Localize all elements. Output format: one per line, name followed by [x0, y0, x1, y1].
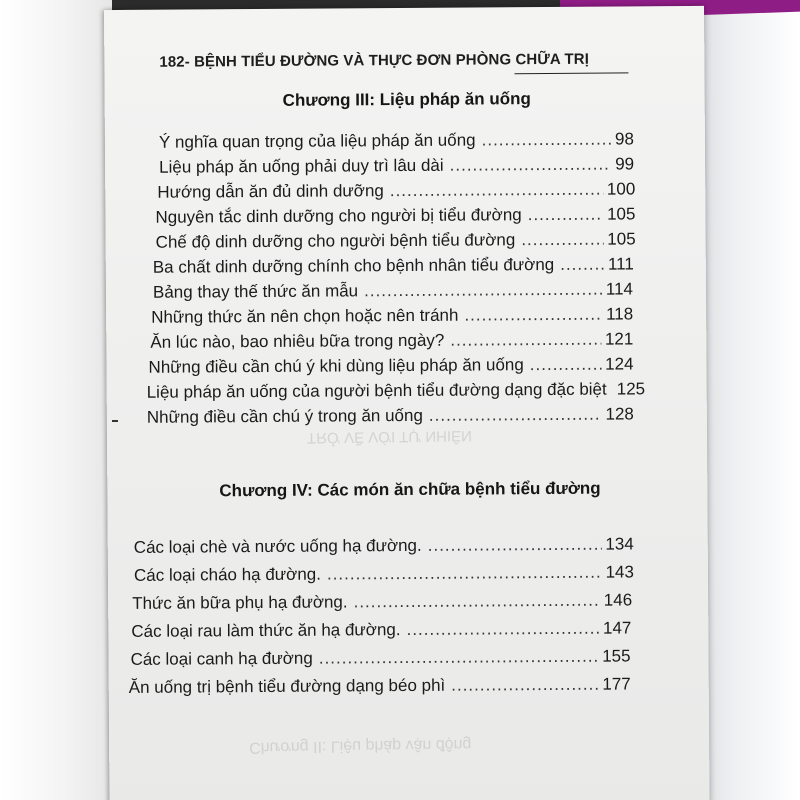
toc-entry-title: Hướng dẫn ăn đủ dinh dưỡng — [157, 181, 384, 202]
toc-entry — [129, 674, 631, 698]
toc-entry — [159, 154, 634, 177]
toc-entry — [132, 590, 632, 613]
running-header: 182- BỆNH TIỂU ĐƯỜNG VÀ THỰC ĐƠN PHÒNG CHỮA TRỊ — [159, 50, 590, 71]
toc-page-number: 105 — [607, 204, 636, 224]
toc-entry — [157, 179, 635, 202]
toc-entry — [147, 404, 634, 427]
toc-entry-title: Nguyên tắc dinh dưỡng cho người bị tiểu đường — [155, 205, 522, 227]
toc-entry — [153, 279, 633, 302]
toc-entry — [155, 204, 635, 227]
show-through-text: TRỞ VỀ VỚI TỰ NHIÊN — [306, 426, 473, 447]
toc-entry-title: Các loại cháo hạ đường. — [133, 564, 322, 585]
toc-page-number: 98 — [614, 129, 634, 149]
toc-page-number: 143 — [605, 562, 635, 582]
toc-entry-title: Thức ăn bữa phụ hạ đường. — [132, 592, 348, 613]
toc-entry — [159, 129, 634, 152]
toc-page-number: 105 — [607, 229, 636, 249]
header-rule — [514, 72, 628, 74]
book-page — [104, 6, 710, 800]
toc-page-number: 125 — [616, 379, 646, 399]
toc-entry-title: Ba chất dinh dưỡng chính cho bệnh nhân tiểu đường — [152, 254, 555, 277]
toc-entry-title: Ăn lúc nào, bao nhiêu bữa trong ngày? — [150, 330, 445, 352]
toc-entry — [134, 534, 634, 557]
toc-page-number: 134 — [605, 534, 634, 554]
toc-leader-dots — [482, 130, 612, 151]
toc-page-number: 100 — [606, 179, 636, 199]
toc-page-number: 111 — [607, 254, 634, 274]
toc-page-number: 177 — [602, 674, 631, 694]
toc-entry-title: Những điều cần chú ý trong ăn uống — [146, 405, 423, 427]
toc-entry-title: Những thức ăn nên chọn hoặc nên tránh — [151, 305, 459, 327]
toc-entry — [150, 329, 633, 352]
toc-leader-dots — [521, 230, 603, 251]
chapter-4-title: Chương IV: Các món ăn chữa bệnh tiểu đường — [219, 478, 601, 501]
chapter-3-title: Chương III: Liệu pháp ăn uống — [282, 89, 531, 110]
toc-leader-dots — [464, 305, 602, 326]
toc-page-number: 124 — [605, 354, 634, 374]
toc-page-number: 121 — [604, 329, 634, 349]
toc-entry-title: Những điều cần chú ý khi dùng liệu pháp ăn uống — [148, 355, 524, 377]
toc-leader-dots — [406, 619, 599, 640]
toc-leader-dots — [530, 355, 601, 375]
toc-page-number: 128 — [605, 404, 634, 424]
toc-entry — [134, 562, 634, 585]
toc-entry-title: Liệu pháp ăn uống của người bệnh tiểu đường dạng đặc biệt — [146, 379, 607, 402]
toc-entry-title: Bảng thay thế thức ăn mẫu — [152, 281, 359, 302]
toc-entry — [131, 618, 631, 641]
toc-entry-title: Các loại rau làm thức ăn hạ đường. — [131, 620, 401, 641]
toc-leader-dots — [428, 535, 602, 556]
show-through-text: Chương II: Liệu pháp vận động — [249, 735, 472, 756]
toc-leader-dots — [354, 591, 600, 613]
toc-page-number: 147 — [602, 618, 632, 638]
toc-entry-title: Các loại canh hạ đường — [130, 648, 313, 669]
toc-leader-dots — [560, 255, 604, 275]
toc-page-number: 114 — [605, 279, 634, 299]
toc-entry-title: Các loại chè và nước uống hạ đường. — [133, 535, 422, 557]
toc-leader-dots — [327, 563, 602, 585]
toc-entry-title: Liệu pháp ăn uống phải duy trì lâu dài — [159, 155, 444, 177]
toc-entry — [156, 229, 636, 252]
toc-entry-title: Chế độ dinh dưỡng cho người bệnh tiểu đường — [155, 230, 516, 252]
toc-leader-dots — [451, 675, 598, 696]
toc-entry — [146, 379, 646, 402]
toc-leader-dots — [450, 330, 601, 351]
toc-entry — [148, 354, 633, 377]
toc-page-number: 99 — [615, 154, 635, 174]
toc-entry-title: Ý nghĩa quan trọng của liệu pháp ăn uống — [158, 130, 476, 152]
toc-leader-dots — [390, 180, 603, 201]
toc-leader-dots — [429, 405, 602, 426]
background-left — [0, 0, 112, 800]
toc-leader-dots — [364, 280, 602, 302]
toc-page-number: 118 — [605, 304, 634, 324]
toc-page-number: 146 — [603, 590, 633, 610]
toc-page-number: 155 — [602, 646, 631, 666]
toc-entry — [151, 304, 633, 327]
toc-leader-dots — [319, 647, 598, 669]
toc-entry-title: Ăn uống trị bệnh tiểu đường dạng béo phì — [128, 675, 446, 697]
toc-entry — [130, 646, 630, 669]
pencil-mark — [112, 420, 118, 422]
toc-leader-dots — [528, 205, 604, 226]
toc-leader-dots — [450, 155, 612, 176]
toc-entry — [153, 254, 634, 277]
